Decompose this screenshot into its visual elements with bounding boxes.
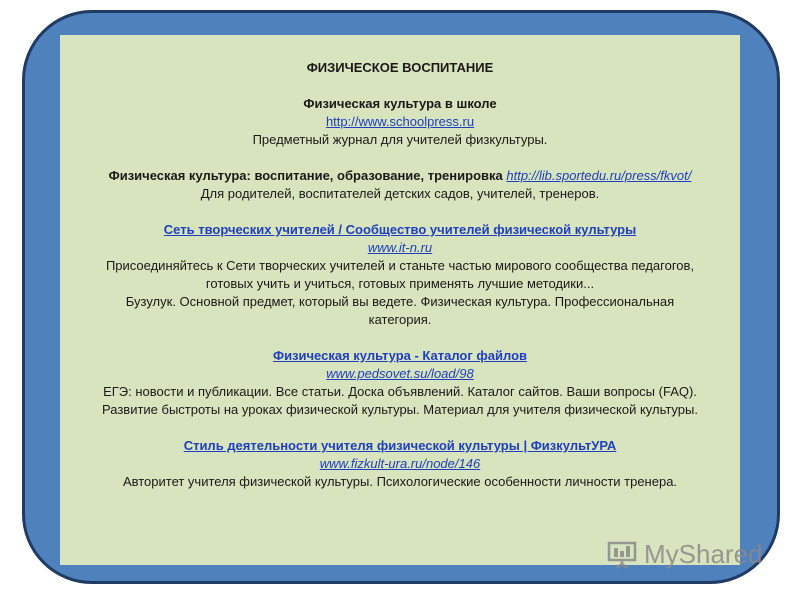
entry-desc-pedsovet-1: ЕГЭ: новости и публикации. Все статьи. Доска объявлений. Каталог сайтов. Ваши вопросы (FAQ).: [103, 384, 697, 399]
entry-desc-pedsovet-2: Развитие быстроты на уроках физической культуры. Материал для учителя физической культуры.: [102, 402, 698, 417]
entry-desc-schoolpress: Предметный журнал для учителей физкультуры.: [252, 132, 548, 147]
entry-url-fizkult-ura: www.fizkult-ura.ru/node/146: [319, 456, 481, 471]
entry-desc-it-n-1: Присоединяйтесь к Сети творческих учителей и станьте частью мирового сообщества педагогов,: [105, 258, 695, 273]
link-title-it-n[interactable]: Сеть творческих учителей / Сообщество учителей физической культуры: [163, 222, 637, 237]
entry-url-it-n: www.it-n.ru: [367, 240, 433, 255]
entry-title-schoolpress: Физическая культура в школе: [303, 96, 497, 111]
entry-url-pedsovet: www.pedsovet.su/load/98: [326, 366, 474, 381]
entry-desc-fizkult-ura: Авторитет учителя физической культуры. Психологические особенности личности тренера.: [122, 474, 678, 489]
link-sportedu[interactable]: http://lib.sportedu.ru/press/fkvot/: [506, 168, 692, 183]
entry-desc-it-n-4: категория.: [368, 312, 432, 327]
entry-title-sportedu: Физическая культура: воспитание, образование, тренировка: [108, 168, 503, 183]
watermark: [606, 537, 763, 571]
presentation-board-icon: [606, 538, 638, 570]
watermark-text: MyShared: [644, 538, 763, 569]
slide-heading: ФИЗИЧЕСКОЕ ВОСПИТАНИЕ: [306, 60, 494, 75]
link-title-fizkult-ura[interactable]: Стиль деятельности учителя физической культуры | ФизкультУРА: [183, 438, 617, 453]
link-schoolpress[interactable]: http://www.schoolpress.ru: [325, 114, 475, 129]
entry-desc-it-n-2: готовых учить и учиться, готовых применять лучшие методики...: [205, 276, 595, 291]
slide-content: [62, 59, 738, 491]
entry-desc-sportedu: Для родителей, воспитателей детских садов, учителей, тренеров.: [200, 186, 600, 201]
link-title-pedsovet[interactable]: Физическая культура - Каталог файлов: [272, 348, 528, 363]
entry-desc-it-n-3: Бузулук. Основной предмет, который вы ведете. Физическая культура. Профессиональная: [125, 294, 675, 309]
